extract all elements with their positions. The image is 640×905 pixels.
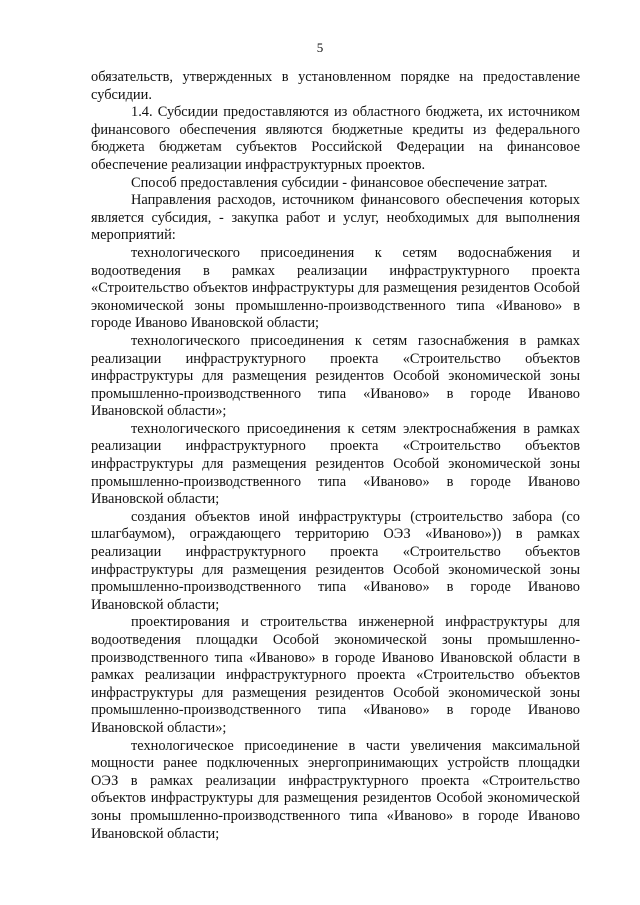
paragraph-continuation: обязательств, утвержденных в установленном порядке на предоставление субсидии. bbox=[91, 69, 580, 103]
list-item-fence-construction: создания объектов иной инфраструктуры (строительство забора (со шлагбаумом), ограждающего территорию ОЭЗ «Иваново»)) в рамках реализации инфраструктурного проекта «Строительство объектов инфраструктуры для размещения резидентов Особой экономической зоны промышленно-производственного типа «Иваново» в городе Иваново Ивановской области; bbox=[91, 508, 580, 613]
list-item-power-connection: технологического присоединения к сетям электроснабжения в рамках реализации инфраструктурного проекта «Строительство объектов инфраструктуры для размещения резидентов Особой экономической зоны промышленно-производственного типа «Иваново» в городе Иваново Ивановской области; bbox=[91, 420, 580, 508]
paragraph-expense-directions: Направления расходов, источником финансового обеспечения которых является субсидия, - закупка работ и услуг, необходимых для выполнения мероприятий: bbox=[91, 192, 580, 244]
paragraph-subsidy-method: Способ предоставления субсидии - финансовое обеспечение затрат. bbox=[131, 174, 548, 191]
list-item-water-connection: технологического присоединения к сетям водоснабжения и водоотведения в рамках реализации инфраструктурного проекта «Строительство объектов инфраструктуры для размещения резидентов Особой экономической зоны промышленно-производственного типа «Иваново» в городе Иваново Ивановской области; bbox=[91, 244, 580, 332]
document-body bbox=[91, 69, 580, 843]
page-number: 5 bbox=[316, 40, 324, 55]
list-item-gas-connection: технологического присоединения к сетям газоснабжения в рамках реализации инфраструктурного проекта «Строительство объектов инфраструктуры для размещения резидентов Особой экономической зоны промышленно-производственного типа «Иваново» в городе Иваново Ивановской области»; bbox=[91, 332, 580, 420]
list-item-drainage-design: проектирования и строительства инженерной инфраструктуры для водоотведения площадки Особой экономической зоны промышленно-производственного типа «Иваново» в городе Иваново Ивановской области в рамках реализации инфраструктурного проекта «Строительство объектов инфраструктуры для размещения резидентов Особой экономической зоны промышленно-производственного типа «Иваново» в городе Иваново Ивановской области»; bbox=[91, 614, 580, 736]
paragraph-subsidy-source: 1.4. Субсидии предоставляются из областного бюджета, их источником финансового обеспечения являются бюджетные кредиты из федерального бюджета бюджетам субъектов Российской Федерации на финансовое обеспечение реализации инфраструктурных проектов. bbox=[91, 104, 580, 173]
list-item-capacity-increase: технологическое присоединение в части увеличения максимальной мощности ранее подключенных энергопринимающих устройств площадки ОЭЗ в рамках реализации инфраструктурного проекта «Строительство объектов инфраструктуры для размещения резидентов Особой экономической зоны промышленно-производственного типа «Иваново» в городе Иваново Ивановской области; bbox=[91, 737, 580, 842]
